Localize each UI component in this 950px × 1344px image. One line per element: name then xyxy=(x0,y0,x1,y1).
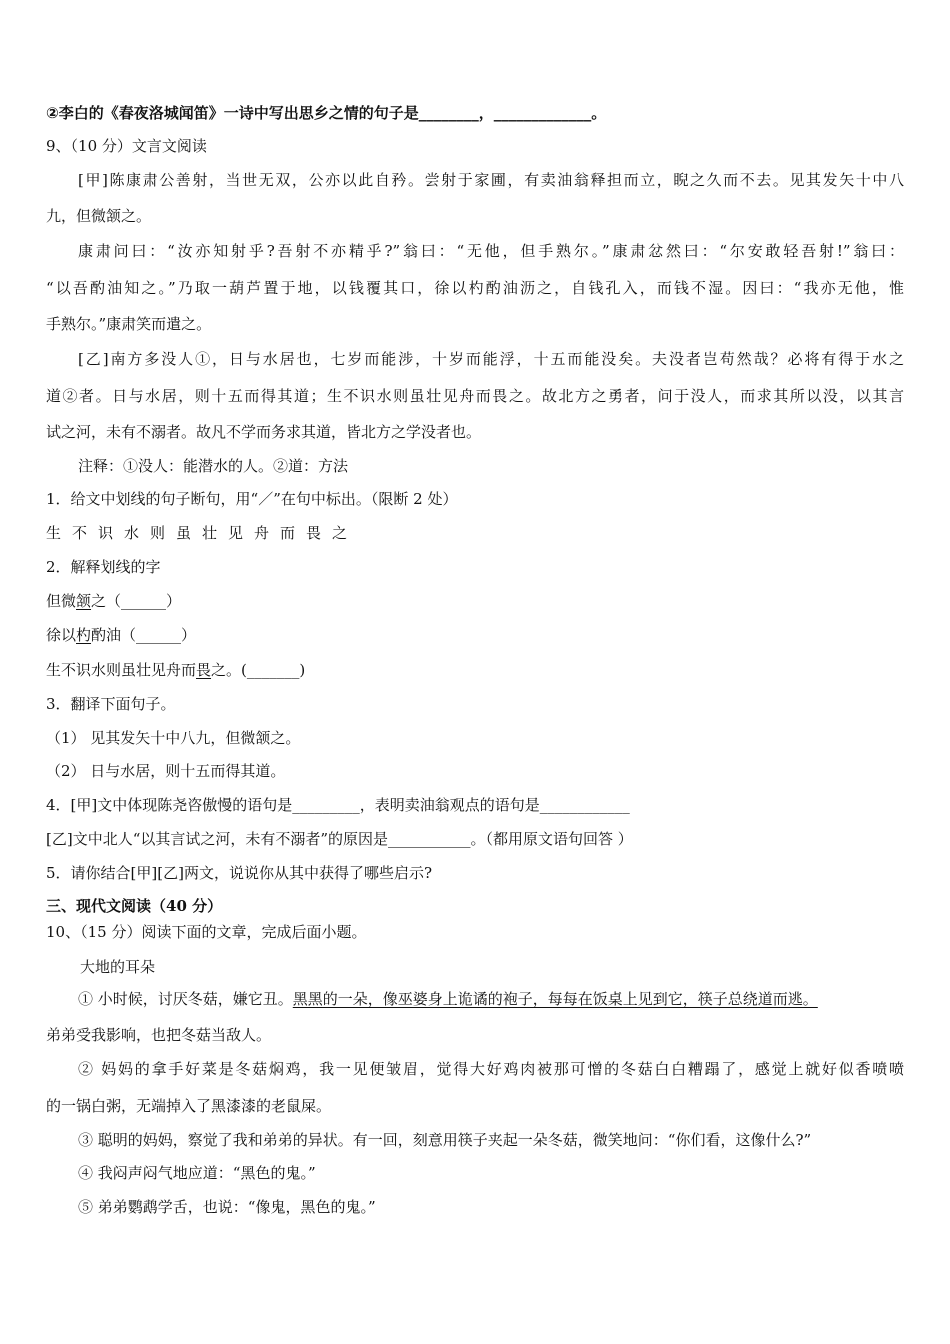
q10-heading: 10、（15 分）阅读下面的文章，完成后面小题。 xyxy=(46,923,367,941)
underlined-char: 畏 xyxy=(196,661,212,679)
sub-question-2-item-b: 徐以杓酌油（______） xyxy=(46,626,197,644)
sub-question-2: 2．解释划线的字 xyxy=(46,558,161,576)
p4-line: ④ 我闷声闷气地应道：“黑色的鬼。” xyxy=(78,1164,316,1182)
article-title: 大地的耳朵 xyxy=(80,958,156,976)
q8-item-2: ②李白的《春夜洛城闻笛》一诗中写出思乡之情的句子是________，_____________。 xyxy=(46,104,607,122)
sub-question-4-line1: 4．[甲]文中体现陈尧咨傲慢的语句是_________，表明卖油翁观点的语句是____________ xyxy=(46,796,630,814)
underlined-sentence: 黑黑的一朵，像巫婆身上诡谲的袍子，每每在饭桌上见到它，筷子总绕道而逃。 xyxy=(292,990,818,1008)
q9-heading: 9、（10 分）文言文阅读 xyxy=(46,137,207,155)
jia-p2-line2: “以吾酌油知之。”乃取一葫芦置于地，以钱覆其口，徐以杓酌油沥之，自钱孔入，而钱不湿。因曰：“我亦无他，惟 xyxy=(46,279,904,297)
p5-line: ⑤ 弟弟鹦鹉学舌，也说：“像鬼，黑色的鬼。” xyxy=(78,1198,376,1216)
sub-question-3: 3．翻译下面句子。 xyxy=(46,695,176,713)
section-3-heading: 三、现代文阅读（40 分） xyxy=(46,897,223,915)
p1-line2: 弟弟受我影响，也把冬菇当敌人。 xyxy=(46,1026,272,1044)
yi-line3: 试之河，未有不溺者。故凡不学而务求其道，皆北方之学没者也。 xyxy=(46,423,482,441)
sub-question-2-item-a: 但微颔之（______） xyxy=(46,592,182,610)
p2-line2: 的一锅白粥，无端掉入了黑漆漆的老鼠屎。 xyxy=(46,1097,332,1115)
p2-line1: ② 妈妈的拿手好菜是冬菇焖鸡，我一见便皱眉，觉得大好鸡肉被那可憎的冬菇白白糟蹋了，感觉上就好似香喷喷 xyxy=(78,1060,904,1078)
sub-question-2-item-c: 生不识水则虽壮见舟而畏之。(_______) xyxy=(46,661,306,679)
underlined-char: 杓 xyxy=(76,626,92,644)
sub-question-5: 5．请你结合[甲][乙]两文，说说你从其中获得了哪些启示? xyxy=(46,864,432,882)
p1-line1: ① 小时候，讨厌冬菇，嫌它丑。黑黑的一朵，像巫婆身上诡谲的袍子，每每在饭桌上见到它，筷子总绕道而逃。 xyxy=(78,990,818,1008)
annotation-note: 注释：①没人：能潜水的人。②道：方法 xyxy=(78,457,349,475)
sub-question-1: 1．给文中划线的句子断句，用“／”在句中标出。（限断 2 处） xyxy=(46,490,458,508)
jia-p2-line1: 康肃问曰：“汝亦知射乎?吾射不亦精乎?”翁曰：“无他，但手熟尔。”康肃忿然曰：“尔安敢轻吾射!”翁曰： xyxy=(78,242,904,260)
sub-question-3-item-1: （1） 见其发矢十中八九，但微颔之。 xyxy=(46,729,301,747)
underlined-char: 颔 xyxy=(76,592,92,610)
yi-line2: 道②者。日与水居，则十五而得其道；生不识水则虽壮见舟而畏之。故北方之勇者，问于没人，而求其所以没，以其言 xyxy=(46,387,904,405)
sub-question-1-sentence: 生不识水则虽壮见舟而畏之 xyxy=(46,524,359,542)
jia-p1-line2: 九，但微颔之。 xyxy=(46,207,152,225)
yi-line1: [乙]南方多没人①，日与水居也，七岁而能涉，十岁而能浮，十五而能没矣。夫没者岂苟然哉？必将有得于水之 xyxy=(78,350,904,368)
sub-question-3-item-2: （2） 日与水居，则十五而得其道。 xyxy=(46,762,286,780)
jia-p1-line1: [甲]陈康肃公善射，当世无双，公亦以此自矜。尝射于家圃，有卖油翁释担而立，睨之久而不去。见其发矢十中八 xyxy=(78,171,904,189)
p3-line: ③ 聪明的妈妈，察觉了我和弟弟的异状。有一回，刻意用筷子夹起一朵冬菇，微笑地问：“你们看，这像什么?” xyxy=(78,1131,812,1149)
sub-question-4-line2: [乙]文中北人“以其言试之河，未有不溺者”的原因是___________。（都用原文语句回答 ） xyxy=(46,830,633,848)
jia-p2-line3: 手熟尔。”康肃笑而遣之。 xyxy=(46,315,212,333)
